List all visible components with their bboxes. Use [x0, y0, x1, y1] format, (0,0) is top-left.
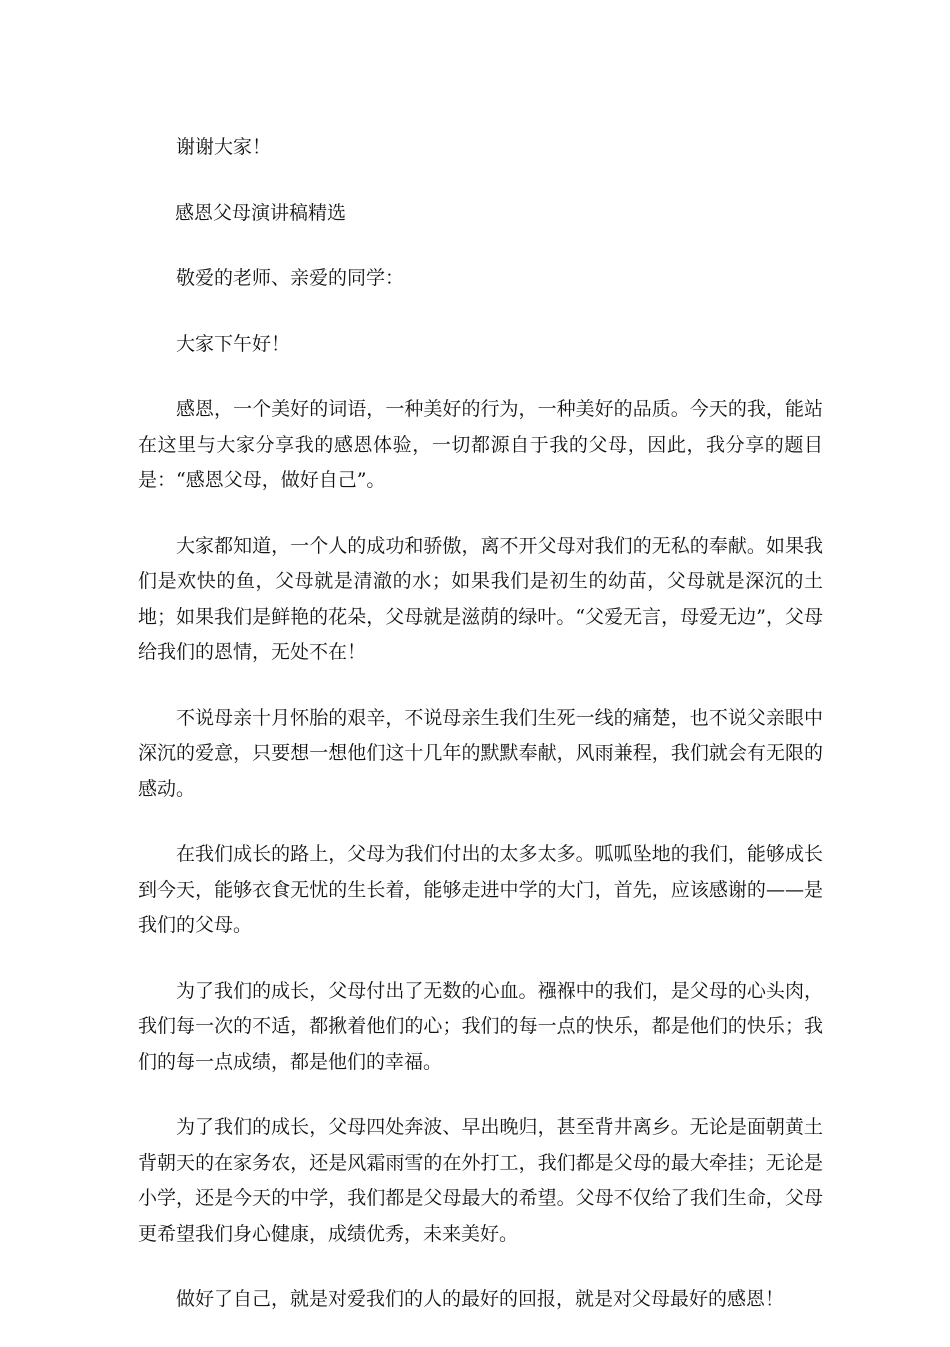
- paragraph-4: 在我们成长的路上，父母为我们付出的太多太多。呱呱坠地的我们，能够成长到今天，能够衣食无忧的生长着，能够走进中学的大门，首先，应该感谢的——是我们的父母。: [138, 843, 823, 936]
- paragraph-1: 感恩，一个美好的词语，一种美好的行为，一种美好的品质。今天的我，能站在这里与大家分享我的感恩体验，一切都源自于我的父母，因此，我分享的题目是：“感恩父母，做好自己”。: [138, 398, 823, 491]
- paragraph-3: 不说母亲十月怀胎的艰辛，不说母亲生我们生死一线的痛楚，也不说父亲眼中深沉的爱意，只要想一想他们这十几年的默默奉献，风雨兼程，我们就会有无限的感动。: [138, 706, 823, 800]
- closing-thanks: 谢谢大家！: [176, 136, 272, 158]
- paragraph-5: 为了我们的成长，父母付出了无数的心血。襁褓中的我们，是父母的心头肉，我们每一次的不适，都揪着他们的心；我们的每一点的快乐，都是他们的快乐；我们的每一点成绩，都是他们的幸福。: [138, 979, 823, 1073]
- paragraph-7: 做好了自己，就是对爱我们的人的最好的回报，就是对父母最好的感恩！: [176, 1288, 785, 1310]
- document-body: [138, 130, 823, 1347]
- paragraph-6: 为了我们的成长，父母四处奔波、早出晚归，甚至背井离乡。无论是面朝黄土背朝天的在家务农，还是风霜雨雪的在外打工，我们都是父母的最大牵挂；无论是小学，还是今天的中学，我们都是父母最大的希望。父母不仅给了我们生命，父母更希望我们身心健康，成绩优秀，未来美好。: [138, 1116, 823, 1245]
- paragraph-2: 大家都知道，一个人的成功和骄傲，离不开父母对我们的无私的奉献。如果我们是欢快的鱼，父母就是清澈的水；如果我们是初生的幼苗，父母就是深沉的土地；如果我们是鲜艳的花朵，父母就是滋荫的绿叶。“父爱无言，母爱无边”，父母给我们的恩情，无处不在！: [138, 534, 823, 663]
- greeting: 大家下午好！: [176, 332, 291, 355]
- salutation: 敬爱的老师、亲爱的同学：: [176, 267, 405, 289]
- speech-title: 感恩父母演讲稿精选: [175, 201, 347, 224]
